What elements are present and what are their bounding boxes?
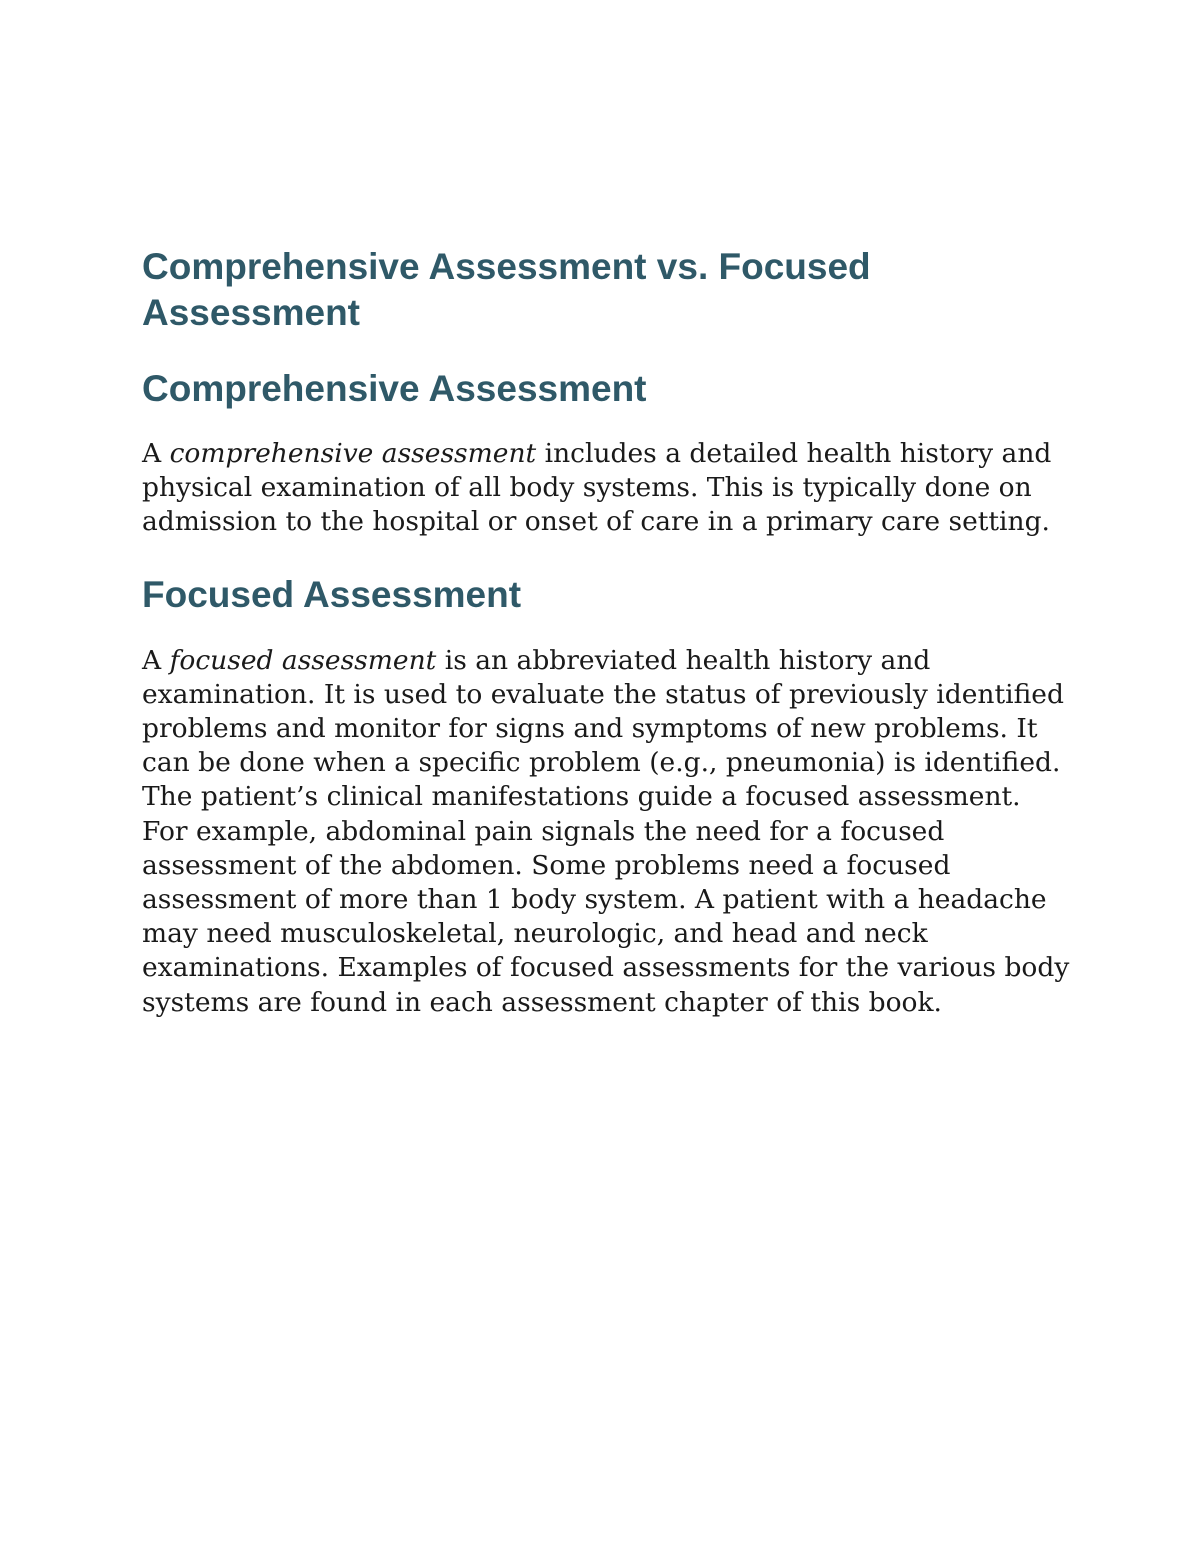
defined-term: focused assessment bbox=[169, 644, 437, 676]
page-title: Comprehensive Assessment vs. Focused Assessment bbox=[142, 246, 871, 333]
section-heading-comprehensive: Comprehensive Assessment bbox=[142, 368, 647, 409]
paragraph-text: A bbox=[142, 438, 170, 469]
paragraph-comprehensive bbox=[142, 437, 1072, 540]
paragraph-text: includes a detailed health history and physical examination of all body systems. This is typically done on admission to the hospital or onset of care in a primary care setting. bbox=[142, 438, 1052, 538]
document-content bbox=[142, 244, 1072, 1020]
paragraph-text: A bbox=[142, 644, 170, 676]
defined-term: comprehensive assessment bbox=[169, 438, 537, 469]
section-heading-focused: Focused Assessment bbox=[142, 573, 522, 615]
paragraph-text: is an abbreviated health history and examination. It is used to evaluate the status of previously identified problems and monitor for signs and symptoms of new problems. It can be done when a specific problem (e.g., pneumonia) is identified. The patient’s clinical manifestations guide a focused assessment. For example, abdominal pain signals the need for a focused assessment of the abdomen. Some problems need a focused assessment of more than 1 body system. A patient with a headache may need musculoskeletal, neurologic, and head and neck examinations. Examples of focused assessments for the various body systems are found in each assessment chapter of this book. bbox=[142, 644, 1070, 1018]
paragraph-focused bbox=[142, 644, 1072, 1020]
